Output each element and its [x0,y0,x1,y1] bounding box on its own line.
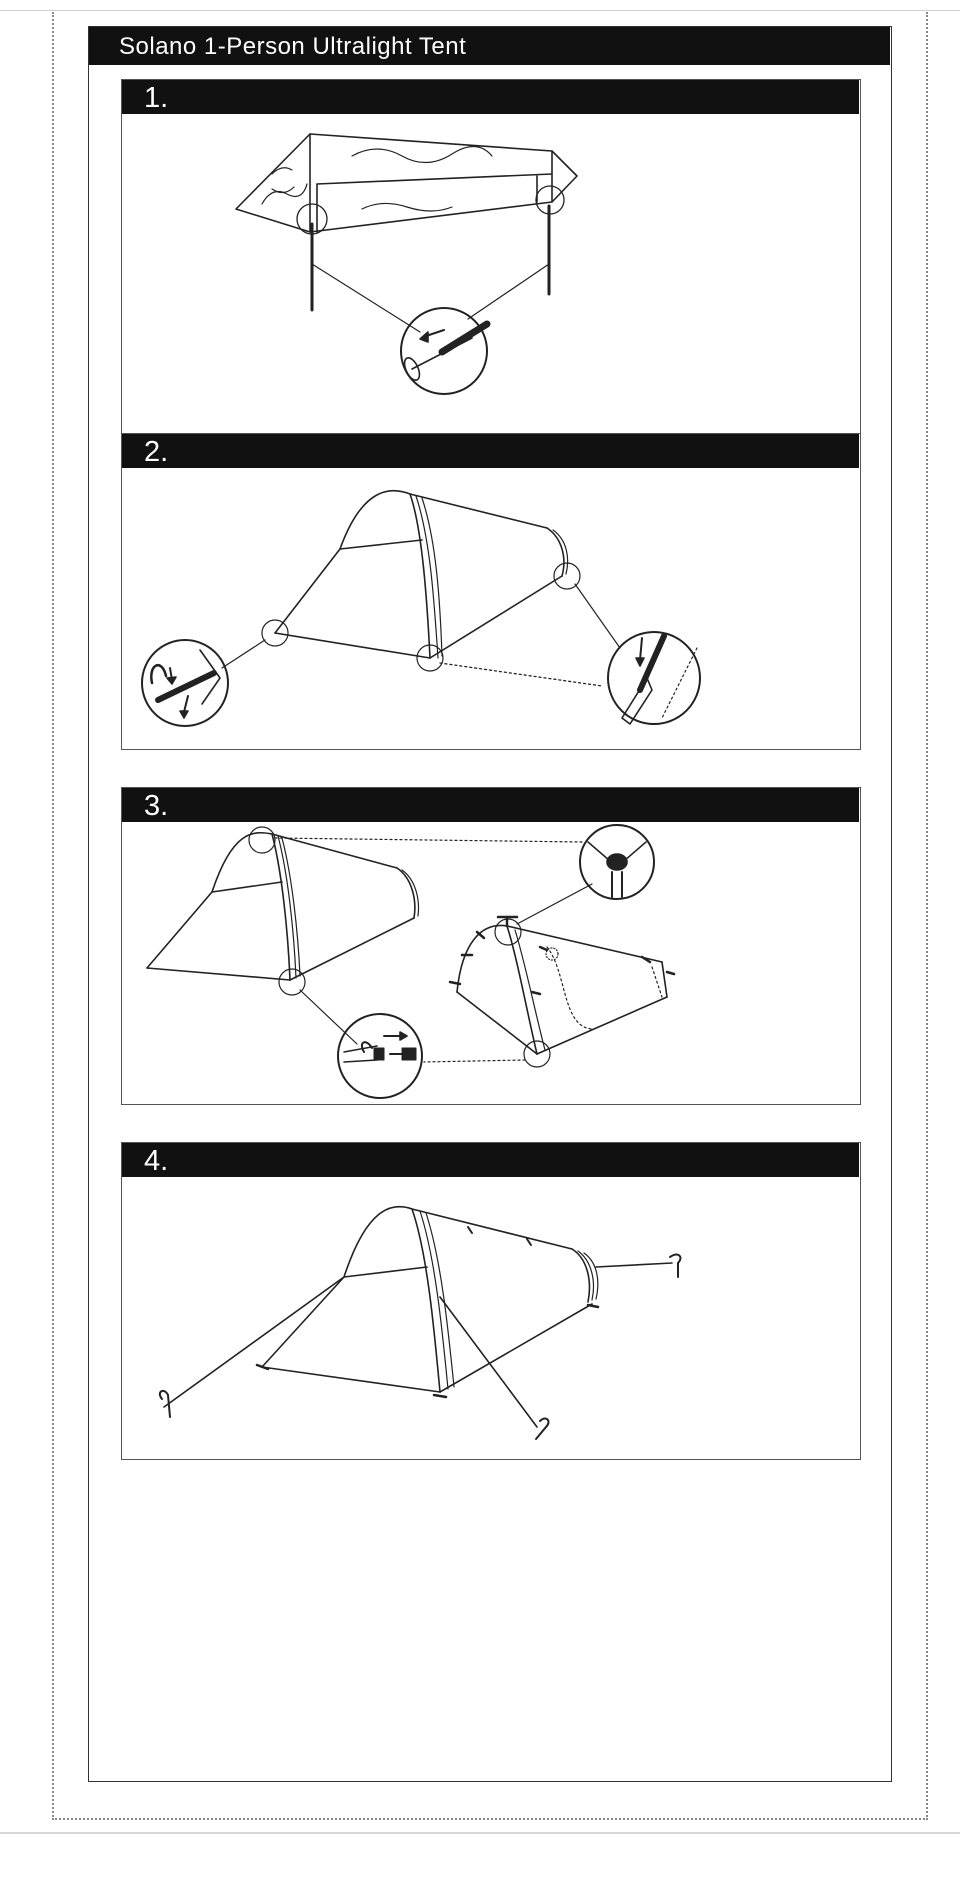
step-1-panel [121,79,861,460]
top-rule [0,10,960,11]
step-2-illustration [122,468,859,748]
step-1-number: 1. [144,82,169,114]
step-4-panel [121,1142,861,1460]
step-1-header [122,80,859,114]
step-4-illustration [122,1177,859,1458]
step-3-number: 3. [144,790,169,822]
step-1-illustration [122,114,859,458]
step-3-illustration [122,822,859,1103]
step-4-number: 4. [144,1145,169,1177]
step-2-header [122,434,859,468]
manual-title: Solano 1-Person Ultralight Tent [119,33,467,60]
step-3-panel [121,787,861,1105]
bottom-rule [0,1832,960,1834]
step-2-number: 2. [144,436,169,468]
manual-panel [88,26,892,1782]
title-bar [89,27,890,65]
step-4-header [122,1143,859,1177]
step-3-header [122,788,859,822]
step-2-panel [121,433,861,750]
